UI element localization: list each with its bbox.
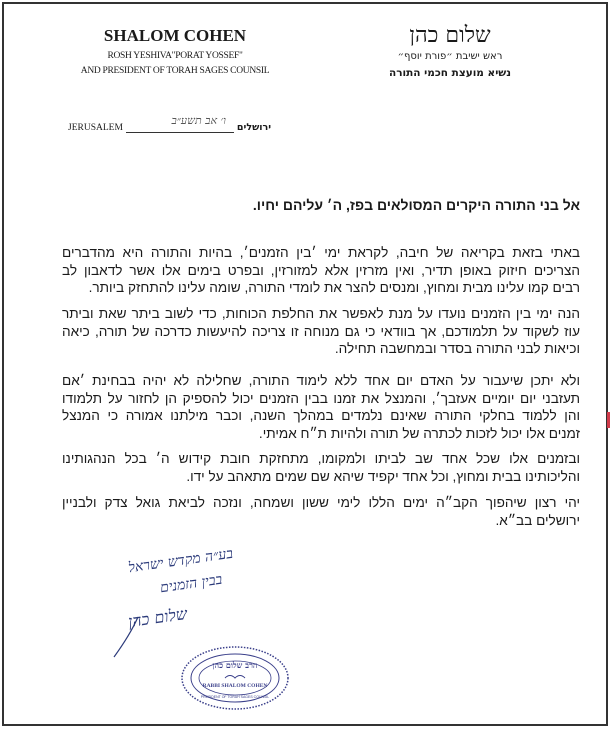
date-line: [126, 114, 234, 133]
paragraph-line: הנה ימי בין הזמנים נועדו על מנת לאפשר את החלפת הכוחות, כדי לשוב ביתר שאת וביתר: [62, 306, 580, 321]
city-en: JERUSALEM: [68, 123, 123, 133]
stamp-oval-icon: [180, 645, 290, 711]
paragraph-line: יהי רצון שיהפוך הקב״ה ימים הללו לימי ששון ושמחה, ונזכה לביאת גואל צדק ולבניין: [62, 495, 580, 510]
paragraph: [62, 305, 580, 358]
paragraph-line: וכיאות לבני התורה בסדר ובמחשבה תחילה.: [334, 341, 580, 357]
paragraph-line: באתי בזאת בקריאה של חיבה, לקראת ימי ׳בין הזמנים׳, בהיות והתורה היא מהדברים: [62, 245, 580, 260]
signature-stroke: [110, 615, 150, 660]
city-he: ירושלים: [236, 122, 272, 133]
paragraph-line: עוז לשקוד על תלמודכם, אך בוודאי כי גם מנוחה זו צריכה להיעשות כדרכה של תורה, כיאה: [62, 323, 580, 339]
stamp-text-en: RABBI SHALOM COHEN: [202, 683, 268, 689]
stamp-text-bottom: PRESIDENT OF TORAH SAGES COUNSIL: [200, 695, 270, 699]
paragraph-line: תעזבני יום יומיים אעזבך׳, והמנצל את זמנו בבין הזמנים יכול להספיק הן לחזור על תלמודו: [62, 390, 580, 406]
handwritten-date: ו׳ אב תשע״ב: [171, 114, 226, 127]
stamp-text-he: הרב שלום כהן: [212, 660, 258, 670]
signature-line-2: בבין הזמנים: [159, 571, 224, 597]
paragraph-line: רבים קמו עלינו מבית ומחוץ, ומנסים להצר את לומדי התורה, שומה עלינו להתחזק ביותר.: [88, 280, 580, 296]
paragraph-line: ובזמנים אלו שכל אחד שב לביתו ולמקומו, מתחזקת חובת קידוש ה׳ בכל הנהגותינו: [62, 451, 580, 466]
letterhead-subtitle-he: נשיא מועצת חכמי התורה: [388, 67, 512, 79]
signature-line-1: בע״ה מקדש ישראל: [127, 545, 234, 577]
paragraph: [62, 372, 580, 442]
rabbi-stamp: [180, 645, 290, 711]
letterhead-name-he: שלום כהן: [409, 23, 491, 48]
dateline: [68, 114, 272, 133]
paragraph: [62, 450, 580, 485]
paragraph: [62, 494, 580, 529]
paragraph-line: ולא יתכן שיעבור על האדם יום אחד ללא לימוד התורה, שחלילה לא יהיה בבחינת ׳אם: [62, 373, 580, 388]
letterhead-subtitle-en: AND PRESIDENT OF TORAH SAGES COUNSIL: [80, 66, 270, 76]
paragraph-line: והליכותינו בבית ומחוץ, וכל אחד יקפיד שיהא שם שמים מתאהב על ידו.: [186, 468, 580, 484]
paragraph-line: זמנים אלו יכול לזכות לכתרה של תורה ולהיות ת״ח אמיתי.: [258, 425, 580, 441]
paragraph-line: הצריכים חיזוק באופן תדיר, ואין מזרזין אלא למזורזין, ובפרט בימים אלו אשר לדאבון לב: [62, 262, 580, 278]
page-border: [2, 2, 608, 726]
paragraph-line: ירושלים בב״א.: [495, 512, 580, 528]
letterhead-title-he: ראש ישיבת ״פורת יוסף״: [397, 51, 503, 62]
letterhead-title-en: ROSH YESHIVA"PORAT YOSSEF": [107, 51, 243, 61]
paragraph-line: והן ללמוד בחלקי התורה שאינם נלמדים במהלך השנה, וכבר מילתנו אמורה כי המנצל: [62, 408, 580, 424]
paragraph: [62, 244, 580, 297]
letterhead-name-en: SHALOM COHEN: [103, 26, 247, 45]
salutation: אל בני התורה היקרים המסולאים בפז, ה׳ עליהם יחיו.: [252, 197, 580, 213]
signature-name: שלום כהן: [126, 603, 189, 632]
